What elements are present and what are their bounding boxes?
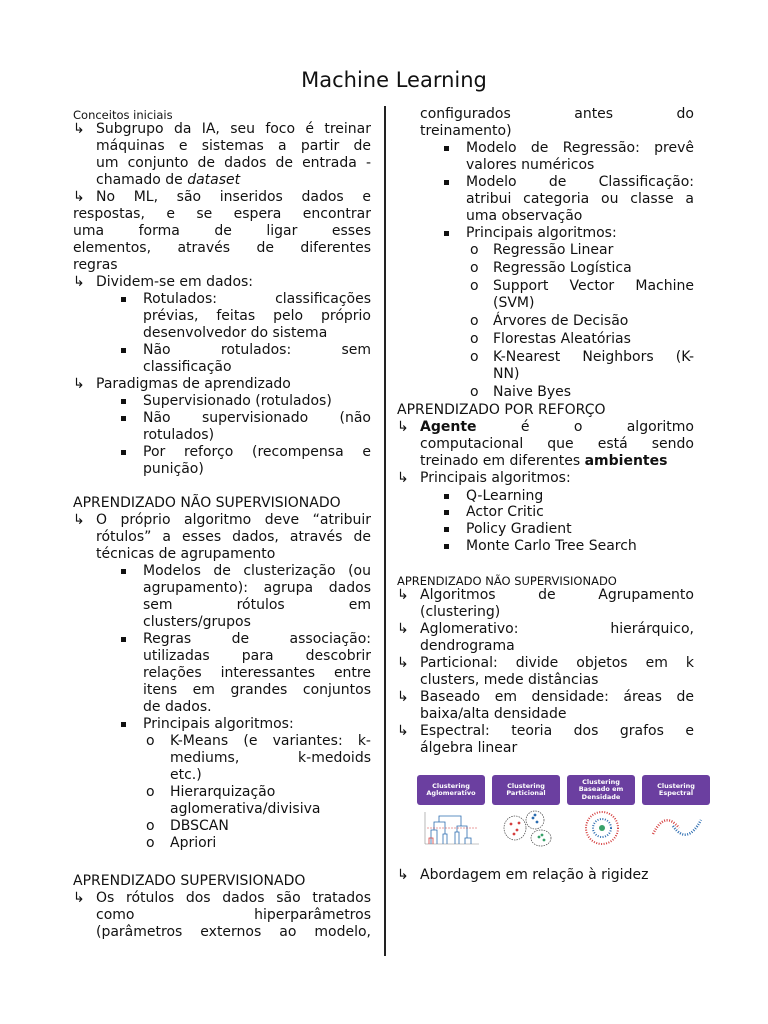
text-line: (parâmetros externos ao modelo, bbox=[96, 924, 371, 940]
square-bullet-icon bbox=[121, 450, 126, 455]
square-bullet-icon bbox=[444, 146, 449, 151]
text-line: DBSCAN bbox=[170, 818, 229, 834]
text-line: álgebra linear bbox=[420, 740, 518, 756]
arrow-bullet-icon: ↳ bbox=[73, 890, 85, 906]
section-heading-unsupervised: APRENDIZADO NÃO SUPERVISIONADO bbox=[73, 495, 341, 511]
arrow-bullet-icon: ↳ bbox=[397, 587, 409, 603]
text-line: atribui categoria ou classe a bbox=[466, 191, 694, 207]
circle-bullet-icon: o bbox=[470, 313, 479, 329]
text-line: respostas, e se espera encontrar bbox=[73, 206, 371, 222]
text-line: sem rótulos em bbox=[143, 597, 371, 613]
text-line: Paradigmas de aprendizado bbox=[96, 376, 291, 392]
text-line: Florestas Aleatórias bbox=[493, 331, 631, 347]
arrow-bullet-icon: ↳ bbox=[397, 419, 409, 435]
text-line: Subgrupo da IA, seu foco é treinar bbox=[96, 121, 371, 137]
square-bullet-icon bbox=[121, 569, 126, 574]
text-line: Apriori bbox=[170, 835, 217, 851]
text-line: valores numéricos bbox=[466, 157, 595, 173]
column-divider bbox=[384, 106, 386, 956]
spectral-thumbnail bbox=[647, 808, 707, 848]
arrow-bullet-icon: ↳ bbox=[73, 121, 85, 137]
text-line: K-Means (e variantes: k- bbox=[170, 733, 371, 749]
text-line: utilizadas para descobrir bbox=[143, 648, 371, 664]
circle-bullet-icon: o bbox=[470, 278, 479, 294]
text-line: Regressão Linear bbox=[493, 242, 614, 258]
arrow-bullet-icon: ↳ bbox=[73, 376, 85, 392]
text-line: elementos, através de diferentes bbox=[73, 240, 371, 256]
text-line: técnicas de agrupamento bbox=[96, 546, 276, 562]
section-heading-reinforcement: APRENDIZADO POR REFORÇO bbox=[397, 402, 606, 418]
text-line: Modelo de Regressão: prevê bbox=[466, 140, 694, 156]
text-line: Não rotulados: sem bbox=[143, 342, 371, 358]
text-line: Principais algoritmos: bbox=[420, 470, 571, 486]
text-line: Modelos de clusterização (ou bbox=[143, 563, 371, 579]
text-line: Actor Critic bbox=[466, 504, 544, 520]
card-partitional: Clustering Particional bbox=[492, 775, 560, 805]
text-line: configurados antes do bbox=[420, 106, 694, 122]
text-line: clusters, mede distâncias bbox=[420, 672, 599, 688]
text-line: treinamento) bbox=[420, 123, 512, 139]
text-line: uma forma de ligar esses bbox=[73, 223, 371, 239]
clustering-figure bbox=[417, 775, 717, 855]
text-line: treinado em diferentes ambientes bbox=[420, 453, 668, 469]
partitional-thumbnail bbox=[497, 808, 557, 848]
circle-bullet-icon: o bbox=[470, 242, 479, 258]
text-line: de dados. bbox=[143, 699, 212, 715]
arrow-bullet-icon: ↳ bbox=[73, 512, 85, 528]
text-line: aglomerativa/divisiva bbox=[170, 801, 321, 817]
arrow-bullet-icon: ↳ bbox=[73, 189, 85, 205]
text-line: Regressão Logística bbox=[493, 260, 632, 276]
text-line: um conjunto de dados de entrada - bbox=[96, 155, 371, 171]
text-line: rótulos” a esses dados, através de bbox=[96, 529, 371, 545]
text-line: Principais algoritmos: bbox=[466, 225, 617, 241]
circle-bullet-icon: o bbox=[146, 733, 155, 749]
arrow-bullet-icon: ↳ bbox=[397, 621, 409, 637]
text-line: dendrograma bbox=[420, 638, 515, 654]
text-line: como hiperparâmetros bbox=[96, 907, 371, 923]
circle-bullet-icon: o bbox=[470, 349, 479, 365]
square-bullet-icon bbox=[444, 510, 449, 515]
card-spectral: Clustering Espectral bbox=[642, 775, 710, 805]
text-line: K-Nearest Neighbors (K- bbox=[493, 349, 694, 365]
text-line: máquinas e sistemas a partir de bbox=[96, 138, 371, 154]
square-bullet-icon bbox=[121, 722, 126, 727]
arrow-bullet-icon: ↳ bbox=[397, 867, 409, 883]
page-title: Machine Learning bbox=[301, 68, 487, 92]
text-line: Hierarquização bbox=[170, 784, 276, 800]
square-bullet-icon bbox=[121, 297, 126, 302]
text-line: computacional que está sendo bbox=[420, 436, 694, 452]
text-line: Support Vector Machine bbox=[493, 278, 694, 294]
square-bullet-icon bbox=[121, 637, 126, 642]
square-bullet-icon bbox=[444, 527, 449, 532]
text-line: (SVM) bbox=[493, 295, 535, 311]
text-line: Agente é o algoritmo bbox=[420, 419, 694, 435]
text-line: Rotulados: classificações bbox=[143, 291, 371, 307]
text-line: No ML, são inseridos dados e bbox=[96, 189, 371, 205]
text-line: agrupamento): agrupa dados bbox=[143, 580, 371, 596]
text-line: Dividem-se em dados: bbox=[96, 274, 254, 290]
section-heading-supervised: APRENDIZADO SUPERVISIONADO bbox=[73, 873, 306, 889]
text-line: relações interessantes entre bbox=[143, 665, 371, 681]
arrow-bullet-icon: ↳ bbox=[397, 470, 409, 486]
text-line: Espectral: teoria dos grafos e bbox=[420, 723, 694, 739]
card-density: Clustering Baseado em Densidade bbox=[567, 775, 635, 805]
section-heading-concepts: Conceitos iniciais bbox=[73, 108, 173, 122]
dendrogram-thumbnail bbox=[421, 808, 481, 848]
text-line: Monte Carlo Tree Search bbox=[466, 538, 637, 554]
density-thumbnail bbox=[572, 808, 632, 848]
text-line: Modelo de Classificação: bbox=[466, 174, 694, 190]
text-line: Árvores de Decisão bbox=[493, 313, 629, 329]
square-bullet-icon bbox=[444, 544, 449, 549]
text-line: Abordagem em relação à rigidez bbox=[420, 867, 649, 883]
text-line: desenvolvedor do sistema bbox=[143, 325, 328, 341]
text-line: Supervisionado (rotulados) bbox=[143, 393, 332, 409]
circle-bullet-icon: o bbox=[470, 331, 479, 347]
text-line: NN) bbox=[493, 366, 520, 382]
square-bullet-icon bbox=[121, 399, 126, 404]
arrow-bullet-icon: ↳ bbox=[397, 723, 409, 739]
square-bullet-icon bbox=[121, 348, 126, 353]
text-line: Os rótulos dos dados são tratados bbox=[96, 890, 371, 906]
text-line: uma observação bbox=[466, 208, 583, 224]
text-line: itens em grandes conjuntos bbox=[143, 682, 371, 698]
circle-bullet-icon: o bbox=[146, 784, 155, 800]
text-line: Q-Learning bbox=[466, 488, 544, 504]
text-line: Policy Gradient bbox=[466, 521, 572, 537]
circle-bullet-icon: o bbox=[146, 835, 155, 851]
text-line: Naive Byes bbox=[493, 384, 572, 400]
text-line: Algoritmos de Agrupamento bbox=[420, 587, 694, 603]
text-line: Aglomerativo: hierárquico, bbox=[420, 621, 694, 637]
text-line: Baseado em densidade: áreas de bbox=[420, 689, 694, 705]
section-heading-unsupervised-2: APRENDIZADO NÃO SUPERVISIONADO bbox=[397, 574, 617, 588]
arrow-bullet-icon: ↳ bbox=[397, 655, 409, 671]
text-line: Particional: divide objetos em k bbox=[420, 655, 694, 671]
circle-bullet-icon: o bbox=[146, 818, 155, 834]
text-line: O próprio algoritmo deve “atribuir bbox=[96, 512, 371, 528]
text-line: Principais algoritmos: bbox=[143, 716, 294, 732]
square-bullet-icon bbox=[121, 416, 126, 421]
arrow-bullet-icon: ↳ bbox=[73, 274, 85, 290]
square-bullet-icon bbox=[444, 180, 449, 185]
square-bullet-icon bbox=[444, 231, 449, 236]
text-line: punição) bbox=[143, 461, 204, 477]
text-line: Não supervisionado (não bbox=[143, 410, 371, 426]
text-line: baixa/alta densidade bbox=[420, 706, 567, 722]
text-line: regras bbox=[73, 257, 118, 273]
square-bullet-icon bbox=[444, 494, 449, 499]
text-line: rotulados) bbox=[143, 427, 215, 443]
text-line: clusters/grupos bbox=[143, 614, 251, 630]
text-line: mediums, k-medoids bbox=[170, 750, 371, 766]
text-line: (clustering) bbox=[420, 604, 501, 620]
text-line: prévias, feitas pelo próprio bbox=[143, 308, 371, 324]
circle-bullet-icon: o bbox=[470, 384, 479, 400]
text-line: classificação bbox=[143, 359, 232, 375]
card-agglomerative: Clustering Aglomerativo bbox=[417, 775, 485, 805]
text-line: chamado de dataset bbox=[96, 172, 241, 188]
arrow-bullet-icon: ↳ bbox=[397, 689, 409, 705]
text-line: Regras de associação: bbox=[143, 631, 371, 647]
text-line: Por reforço (recompensa e bbox=[143, 444, 371, 460]
circle-bullet-icon: o bbox=[470, 260, 479, 276]
text-line: etc.) bbox=[170, 767, 202, 783]
